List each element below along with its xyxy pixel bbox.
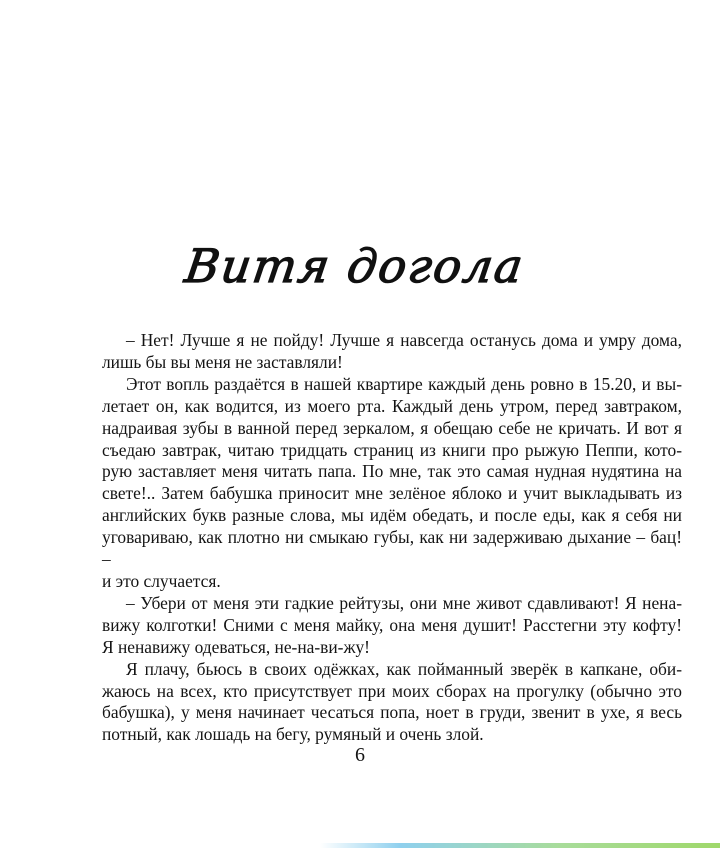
text-line: Я ненавижу одеваться, не-на-ви-жу! — [102, 636, 370, 657]
paragraph-2 — [102, 374, 682, 593]
text-line: съедаю завтрак, читаю тридцать страниц из книги про рыжую Пеппи, кото- — [102, 439, 682, 460]
chapter-title-lettering — [181, 230, 528, 305]
text-line: жаюсь на всех, кто присутствует при моих сборах на прогулку (обычно это — [102, 680, 682, 701]
text-line: бабушка), у меня начинает чесаться попа, ноет в груди, звенит в ухе, я весь — [102, 702, 682, 723]
text-line: вижу колготки! Сними с меня майку, она меня душит! Расстегни эту кофту! — [102, 614, 682, 635]
text-line: надраивая зубы в ванной перед зеркалом, я обещаю себе не кричать. И вот я — [102, 417, 682, 438]
text-line: уговариваю, как плотно ни смыкаю губы, как ни задерживаю дыхание – бац! – — [102, 527, 682, 570]
text-line: Я плачу, бьюсь в своих одёжках, как пойманный зверёк в капкане, оби- — [126, 658, 682, 679]
text-line: потный, как лошадь на бегу, румяный и очень злой. — [102, 724, 484, 745]
text-line: Этот вопль раздаётся в нашей квартире каждый день ровно в 15.20, и вы- — [126, 373, 682, 394]
text-line: летает он, как водится, из моего рта. Каждый день утром, перед завтраком, — [102, 395, 682, 416]
decorative-edge-stripe — [320, 843, 720, 848]
text-line: – Нет! Лучше я не пойду! Лучше я навсегда останусь дома и умру дома, — [126, 330, 682, 350]
chapter-title-text: Витя догола — [181, 239, 528, 293]
page-number: 6 — [355, 744, 365, 766]
text-line: – Убери от меня эти гадкие рейтузы, они мне живот сдавливают! Я нена- — [126, 592, 682, 613]
text-line: английских букв разные слова, мы идём обедать, и после еды, как я себя ни — [102, 505, 682, 526]
paragraph-4 — [102, 659, 682, 747]
text-line: рую заставляет меня читать папа. По мне, так это самая нудная нудятина на — [102, 461, 682, 482]
paragraph-3 — [102, 593, 682, 659]
paragraph-1 — [102, 330, 682, 374]
text-line: и это случается. — [102, 570, 221, 591]
text-line: лишь бы вы меня не заставляли! — [102, 351, 343, 372]
chapter-title — [0, 230, 720, 305]
text-line: свете!.. Затем бабушка приносит мне зелёное яблоко и учит выкладывать из — [102, 483, 682, 504]
body-text — [102, 330, 682, 746]
